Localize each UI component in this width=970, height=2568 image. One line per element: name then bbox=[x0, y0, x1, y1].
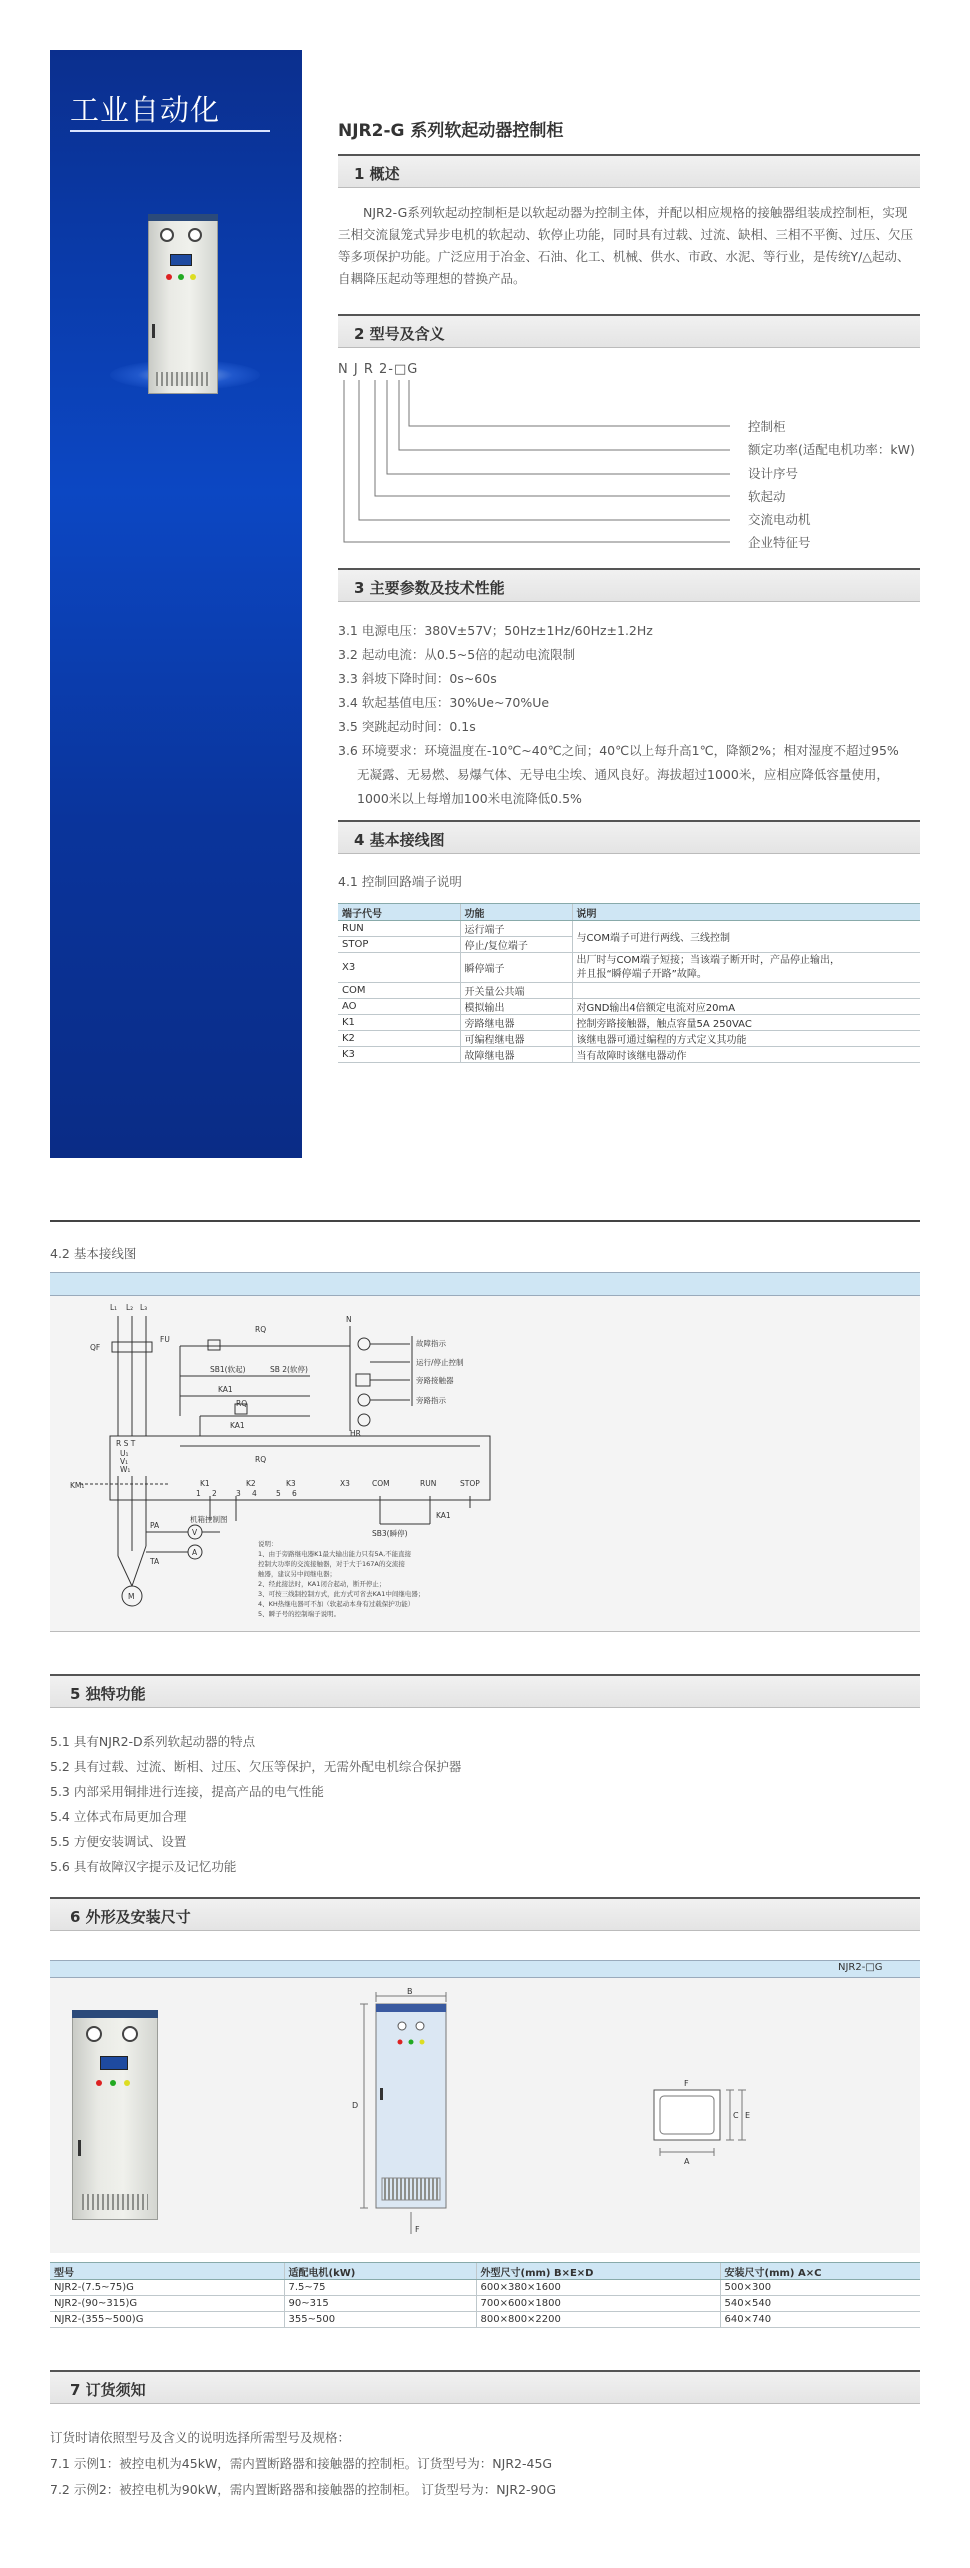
w-rst: R S T bbox=[116, 1439, 136, 1448]
w-ta: TA bbox=[150, 1557, 160, 1566]
cell-outline: 600×380×1600 bbox=[476, 2280, 720, 2296]
table-row bbox=[50, 2312, 920, 2328]
table-row bbox=[338, 983, 920, 999]
section-1-title: 1 概述 bbox=[354, 165, 400, 183]
w-note-7: 5、瞬子号的控制端子说明。 bbox=[258, 1610, 341, 1618]
w-ka3: KA1 bbox=[436, 1511, 451, 1520]
cell-code: K2 bbox=[338, 1031, 460, 1047]
plan-e-label: E bbox=[745, 2111, 751, 2120]
feature-5-1: 5.1 具有NJR2-D系列软起动器的特点 bbox=[50, 1734, 256, 1749]
w-note-2: 控制大功率的交流接触器，对于大于167A的交流接 bbox=[258, 1560, 405, 1568]
table-row bbox=[338, 1015, 920, 1031]
cell-install: 640×740 bbox=[720, 2312, 920, 2328]
cell-code: X3 bbox=[338, 953, 460, 983]
w-km: KM₁ bbox=[70, 1481, 85, 1490]
banner-title: 工业自动化 bbox=[70, 93, 221, 127]
feature-5-3: 5.3 内部采用铜排进行连接，提高产品的电气性能 bbox=[50, 1784, 324, 1799]
w-rq2: RQ bbox=[236, 1399, 248, 1408]
th-description: 说明 bbox=[572, 904, 920, 921]
w-k2: K2 bbox=[246, 1479, 256, 1488]
cell-code: RUN bbox=[338, 921, 460, 937]
w-pa: PA bbox=[150, 1521, 160, 1530]
w-n3: 3 bbox=[236, 1489, 241, 1498]
th-install: 安装尺寸(mm) A×C bbox=[720, 2263, 920, 2280]
w-l1: L₁ bbox=[110, 1303, 118, 1312]
cell-code: K1 bbox=[338, 1015, 460, 1031]
w-fu: FU bbox=[160, 1335, 170, 1344]
cell-outline: 700×600×1800 bbox=[476, 2296, 720, 2312]
w-n1: 1 bbox=[196, 1489, 201, 1498]
cell-install: 540×540 bbox=[720, 2296, 920, 2312]
cell-function: 开关量公共端 bbox=[460, 983, 572, 999]
section-3-title: 3 主要参数及技术性能 bbox=[354, 579, 505, 597]
w-rq: RQ bbox=[255, 1325, 267, 1334]
plan-a-label: A bbox=[684, 2157, 690, 2166]
cell-function: 瞬停端子 bbox=[460, 953, 572, 983]
th-model: 型号 bbox=[50, 2263, 284, 2280]
section-3-heading bbox=[338, 568, 920, 602]
section-1-heading bbox=[338, 154, 920, 188]
w-note-5: 3、可按三线制控制方式，此方式可省去KA1中间继电器； bbox=[258, 1590, 425, 1598]
cell-install: 500×300 bbox=[720, 2280, 920, 2296]
terminal-table-header bbox=[338, 904, 920, 921]
cell-description bbox=[572, 983, 920, 999]
w-out-fault: 故障指示 bbox=[416, 1339, 446, 1348]
w-a-meter: A bbox=[192, 1548, 198, 1557]
w-note-0: 说明： bbox=[258, 1540, 278, 1548]
w-u: U₁ bbox=[120, 1449, 129, 1458]
section-6-heading bbox=[50, 1897, 920, 1931]
w-sb3: SB3(瞬停) bbox=[372, 1529, 408, 1538]
dim-d-label: D bbox=[352, 2101, 359, 2110]
cell-description: 该继电器可通过编程的方式定义其功能 bbox=[572, 1031, 920, 1047]
w-n4: 4 bbox=[252, 1489, 257, 1498]
w-com: COM bbox=[372, 1479, 390, 1488]
front-elevation-drawing bbox=[352, 1988, 472, 2248]
w-panel: 机箱控制图 bbox=[190, 1515, 228, 1524]
w-note-1: 1、由于旁路继电器K1最大输出能力只有5A,不能直接 bbox=[258, 1550, 412, 1558]
table-row bbox=[338, 1047, 920, 1063]
cell-code: STOP bbox=[338, 937, 460, 953]
feature-5-2: 5.2 具有过载、过流、断相、过压、欠压等保护，无需外配电机综合保护器 bbox=[50, 1759, 462, 1774]
w-n: N bbox=[346, 1315, 352, 1324]
w-stop: STOP bbox=[460, 1479, 480, 1488]
cell-motor: 7.5~75 bbox=[284, 2280, 476, 2296]
w-ka1: KA1 bbox=[218, 1385, 233, 1394]
w-run: RUN bbox=[420, 1479, 437, 1488]
param-3-3: 3.3 斜坡下降时间：0s~60s bbox=[338, 671, 497, 686]
model-label-4: 软起动 bbox=[748, 489, 786, 504]
cell-description: 对GND输出4倍额定电流对应20mA bbox=[572, 999, 920, 1015]
banner-title-underline bbox=[70, 130, 270, 132]
w-note-4: 2、经此接法时，KA1闭合起动，断开停止； bbox=[258, 1580, 386, 1588]
cell-model: NJR2-(90~315)G bbox=[50, 2296, 284, 2312]
w-out-run: 运行/停止控制 bbox=[416, 1358, 464, 1367]
w-n6: 6 bbox=[292, 1489, 297, 1498]
feature-5-5: 5.5 方便安装调试、设置 bbox=[50, 1834, 187, 1849]
plan-c-label: C bbox=[733, 2111, 739, 2120]
th-function: 功能 bbox=[460, 904, 572, 921]
section-2-title: 2 型号及含义 bbox=[354, 325, 445, 343]
banner-cabinet-image bbox=[148, 214, 218, 394]
th-outline: 外型尺寸(mm) B×E×D bbox=[476, 2263, 720, 2280]
cell-description: 控制旁路接触器，触点容量5A 250VAC bbox=[572, 1015, 920, 1031]
terminal-table-caption: 4.1 控制回路端子说明 bbox=[338, 874, 462, 889]
wiring-caption: 4.2 基本接线图 bbox=[50, 1246, 137, 1261]
param-3-1: 3.1 电源电压：380V±57V；50Hz±1Hz/60Hz±1.2Hz bbox=[338, 623, 653, 638]
cell-description: 当有故障时该继电器动作 bbox=[572, 1047, 920, 1063]
w-l2: L₂ bbox=[126, 1303, 134, 1312]
cell-function: 故障继电器 bbox=[460, 1047, 572, 1063]
param-3-6: 3.6 环境要求：环境温度在-10℃~40℃之间；40℃以上每升高1℃，降额2%；相对湿度不超过95% bbox=[338, 743, 899, 758]
feature-5-4: 5.4 立体式布局更加合理 bbox=[50, 1809, 187, 1824]
table-row bbox=[338, 953, 920, 983]
w-w: W₁ bbox=[120, 1465, 131, 1474]
wiring-diagram bbox=[50, 1296, 570, 1632]
w-note-6: 4、KH热继电器可不加（软起动本身有过载保护功能） bbox=[258, 1600, 415, 1608]
w-rq-box: RQ bbox=[255, 1455, 267, 1464]
w-out-bypass-ind: 旁路指示 bbox=[416, 1396, 446, 1405]
section-5-title: 5 独特功能 bbox=[70, 1685, 146, 1703]
table-row bbox=[50, 2280, 920, 2296]
section-7-title: 7 订货须知 bbox=[70, 2381, 146, 2399]
description-line: 并且报“瞬停端子开路”故障。 bbox=[576, 968, 707, 980]
th-motor: 适配电机(kW) bbox=[284, 2263, 476, 2280]
section-2-heading bbox=[338, 314, 920, 348]
model-label-5: 交流电动机 bbox=[748, 512, 811, 527]
cell-motor: 355~500 bbox=[284, 2312, 476, 2328]
description-line: 出厂时与COM端子短接；当该端子断开时，产品停止输出， bbox=[576, 954, 840, 966]
th-terminal: 端子代号 bbox=[338, 904, 460, 921]
param-3-6-line3: 1000米以上每增加100米电流降低0.5% bbox=[357, 791, 582, 806]
cell-code: AO bbox=[338, 999, 460, 1015]
w-v: V₁ bbox=[120, 1457, 129, 1466]
dim-f-label: F bbox=[415, 2225, 420, 2234]
param-3-4: 3.4 软起基值电压：30%Ue~70%Ue bbox=[338, 695, 550, 710]
dims-header-bar bbox=[50, 1960, 920, 1978]
w-hr: HR bbox=[350, 1429, 361, 1438]
cell-code: K3 bbox=[338, 1047, 460, 1063]
w-qf: QF bbox=[90, 1343, 101, 1352]
section-6-title: 6 外形及安装尺寸 bbox=[70, 1908, 191, 1926]
dimensions-table bbox=[50, 2262, 920, 2328]
wiring-header-bar bbox=[50, 1272, 920, 1296]
table-row bbox=[338, 921, 920, 937]
table-row bbox=[50, 2296, 920, 2312]
w-ka2: KA1 bbox=[230, 1421, 245, 1430]
dimensions-table-header bbox=[50, 2263, 920, 2280]
cell-model: NJR2-(355~500)G bbox=[50, 2312, 284, 2328]
terminal-table bbox=[338, 903, 920, 1063]
section-5-heading bbox=[50, 1674, 920, 1708]
cell-function: 停止/复位端子 bbox=[460, 937, 572, 953]
w-sb1: SB1(软起) bbox=[210, 1365, 246, 1374]
w-out-bypass: 旁路接触器 bbox=[416, 1376, 454, 1385]
section-4-heading bbox=[338, 820, 920, 854]
feature-5-6: 5.6 具有故障汉字提示及记忆功能 bbox=[50, 1859, 237, 1874]
cell-function: 运行端子 bbox=[460, 921, 572, 937]
model-breakdown-lines bbox=[338, 378, 758, 548]
order-intro: 订货时请依照型号及含义的说明选择所需型号及规格： bbox=[50, 2430, 351, 2445]
w-note-3: 触器，建议另中间继电器； bbox=[258, 1570, 336, 1578]
param-3-5: 3.5 突跳起动时间：0.1s bbox=[338, 719, 476, 734]
document-title: NJR2-G 系列软起动器控制柜 bbox=[338, 121, 564, 141]
cell-code: COM bbox=[338, 983, 460, 999]
dims-drawing-panel bbox=[50, 1978, 920, 2253]
overview-paragraph: NJR2-G系列软起动控制柜是以软起动器为控制主体，并配以相应规格的接触器组装成控制柜，实现三相交流鼠笼式异步电机的软起动、软停止功能，同时具有过载、过流、缺相、三相不平衡、过压、欠压等多项保护功能。广泛应用于冶金、石油、化工、机械、供水、市政、水泥、等行业，是传统Y/△起动、自耦降压起动等理想的替换产品。 bbox=[338, 205, 914, 286]
w-n5: 5 bbox=[276, 1489, 281, 1498]
cell-function: 可编程继电器 bbox=[460, 1031, 572, 1047]
w-motor: M bbox=[128, 1592, 135, 1601]
page-separator bbox=[50, 1220, 920, 1222]
dim-b-label: B bbox=[407, 1988, 413, 1996]
dims-cabinet-photo bbox=[72, 2010, 158, 2220]
table-row bbox=[338, 999, 920, 1015]
order-example-1: 7.1 示例1：被控电机为45kW，需内置断路器和接触器的控制柜。订货型号为：NJR2-45G bbox=[50, 2456, 553, 2471]
w-v-meter: V bbox=[192, 1528, 198, 1537]
section-4-title: 4 基本接线图 bbox=[354, 831, 445, 849]
cell-description: 与COM端子可进行两线、三线控制 bbox=[572, 921, 920, 953]
plan-f-label: F bbox=[684, 2079, 689, 2088]
param-3-2: 3.2 起动电流：从0.5~5倍的起动电流限制 bbox=[338, 647, 576, 662]
plan-view-drawing bbox=[646, 2078, 786, 2188]
w-k3: K3 bbox=[286, 1479, 296, 1488]
w-k1: K1 bbox=[200, 1479, 210, 1488]
section-7-heading bbox=[50, 2370, 920, 2404]
param-3-6-line2: 无凝露、无易燃、易爆气体、无导电尘埃、通风良好。海拔超过1000米，应相应降低容量使用， bbox=[357, 767, 889, 782]
cell-model: NJR2-(7.5~75)G bbox=[50, 2280, 284, 2296]
table-row bbox=[338, 1031, 920, 1047]
cell-outline: 800×800×2200 bbox=[476, 2312, 720, 2328]
model-label-2: 额定功率(适配电机功率：kW) bbox=[748, 442, 915, 457]
cell-motor: 90~315 bbox=[284, 2296, 476, 2312]
cell-description bbox=[572, 953, 920, 983]
dims-model-label: NJR2-□G bbox=[838, 1962, 883, 1973]
model-label-6: 企业特征号 bbox=[748, 535, 811, 550]
model-label-1: 控制柜 bbox=[748, 419, 786, 434]
order-example-2: 7.2 示例2：被控电机为90kW，需内置断路器和接触器的控制柜。 订货型号为：NJR2-90G bbox=[50, 2482, 557, 2497]
model-code: N J R 2-□G bbox=[338, 362, 419, 377]
w-x3: X3 bbox=[340, 1479, 350, 1488]
model-label-3: 设计序号 bbox=[748, 466, 799, 481]
cell-function: 旁路继电器 bbox=[460, 1015, 572, 1031]
w-l3: L₃ bbox=[140, 1303, 148, 1312]
w-n2: 2 bbox=[212, 1489, 217, 1498]
w-sb2: SB 2(软停) bbox=[270, 1365, 308, 1374]
cell-function: 模拟输出 bbox=[460, 999, 572, 1015]
